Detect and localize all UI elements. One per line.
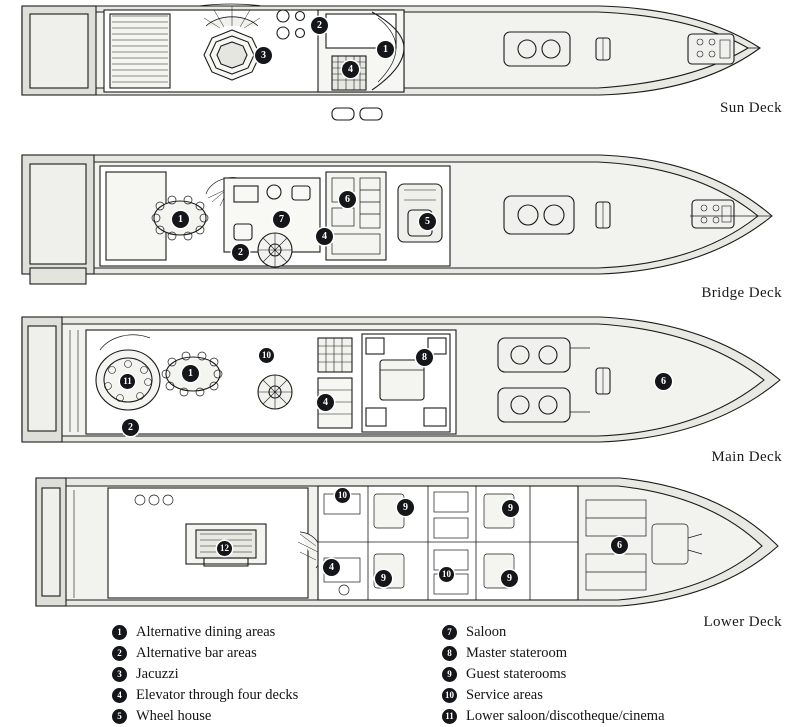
legend-bullet: 9 <box>442 667 457 682</box>
legend-bullet: 8 <box>442 646 457 661</box>
legend-bullet: 7 <box>442 625 457 640</box>
deck-plan-lower-deck <box>0 472 800 630</box>
deck-plan-main-deck <box>0 312 800 472</box>
legend-label: Wheel house <box>136 708 212 724</box>
legend-bullet: 3 <box>112 667 127 682</box>
deck-label-bridge-deck: Bridge Deck <box>701 285 782 301</box>
legend-label: Lower saloon/discotheque/cinema <box>466 708 665 724</box>
deck-marker[interactable]: 4 <box>323 559 340 576</box>
legend-item <box>442 643 772 664</box>
legend-label: Guest staterooms <box>466 666 567 682</box>
legend-bullet: 11 <box>442 709 457 724</box>
deck-marker[interactable]: 4 <box>342 61 359 78</box>
legend-label: Saloon <box>466 624 507 640</box>
legend-column-left <box>112 622 442 727</box>
legend-label: Alternative bar areas <box>136 645 257 661</box>
deck-marker[interactable]: 9 <box>501 570 518 587</box>
legend-item <box>112 685 442 706</box>
deck-plan-bridge-deck <box>0 150 800 308</box>
legend-item <box>442 622 772 643</box>
legend-bullet: 10 <box>442 688 457 703</box>
deck-marker[interactable]: 10 <box>439 567 454 582</box>
legend-label: Elevator through four decks <box>136 687 299 703</box>
legend-item <box>112 643 442 664</box>
deck-marker[interactable]: 8 <box>416 349 433 366</box>
deck-marker[interactable]: 7 <box>273 211 290 228</box>
deck-marker[interactable]: 9 <box>375 570 392 587</box>
sun-deck-drawing <box>0 0 800 145</box>
legend-item <box>442 664 772 685</box>
deck-marker[interactable]: 1 <box>182 365 199 382</box>
legend-label: Master stateroom <box>466 645 568 661</box>
deck-plan-sun-deck <box>0 0 800 145</box>
deck-marker[interactable]: 6 <box>611 537 628 554</box>
deck-marker[interactable]: 4 <box>317 394 334 411</box>
deck-marker[interactable]: 6 <box>339 191 356 208</box>
legend-bullet: 5 <box>112 709 127 724</box>
deck-marker[interactable]: 4 <box>316 228 333 245</box>
deck-marker[interactable]: 3 <box>255 47 272 64</box>
legend-bullet: 4 <box>112 688 127 703</box>
legend-item <box>112 706 442 727</box>
deck-marker[interactable]: 1 <box>172 211 189 228</box>
deck-marker[interactable]: 10 <box>259 348 274 363</box>
deck-marker[interactable]: 10 <box>335 488 350 503</box>
legend-item <box>442 706 772 727</box>
legend-label: Alternative dining areas <box>136 624 276 640</box>
deck-marker[interactable]: 2 <box>311 17 328 34</box>
deck-marker[interactable]: 11 <box>120 374 135 389</box>
deck-marker[interactable]: 5 <box>419 213 436 230</box>
legend-column-right <box>442 622 772 727</box>
legend-item <box>112 664 442 685</box>
bridge-deck-drawing <box>0 150 800 308</box>
deck-label-sun-deck: Sun Deck <box>720 100 782 116</box>
deck-label-main-deck: Main Deck <box>711 449 782 465</box>
legend-bullet: 1 <box>112 625 127 640</box>
deck-marker[interactable]: 9 <box>397 499 414 516</box>
legend <box>112 622 792 727</box>
lower-deck-drawing <box>0 472 800 622</box>
deck-marker[interactable]: 12 <box>217 541 232 556</box>
deck-marker[interactable]: 2 <box>232 244 249 261</box>
deck-label-lower-deck: Lower Deck <box>703 614 782 630</box>
main-deck-drawing <box>0 312 800 472</box>
legend-item <box>112 622 442 643</box>
legend-label: Service areas <box>466 687 543 703</box>
deck-marker[interactable]: 1 <box>377 41 394 58</box>
legend-label: Jacuzzi <box>136 666 179 682</box>
deck-marker[interactable]: 2 <box>122 419 139 436</box>
legend-item <box>442 685 772 706</box>
deck-marker[interactable]: 6 <box>655 373 672 390</box>
legend-bullet: 2 <box>112 646 127 661</box>
deck-marker[interactable]: 9 <box>502 500 519 517</box>
